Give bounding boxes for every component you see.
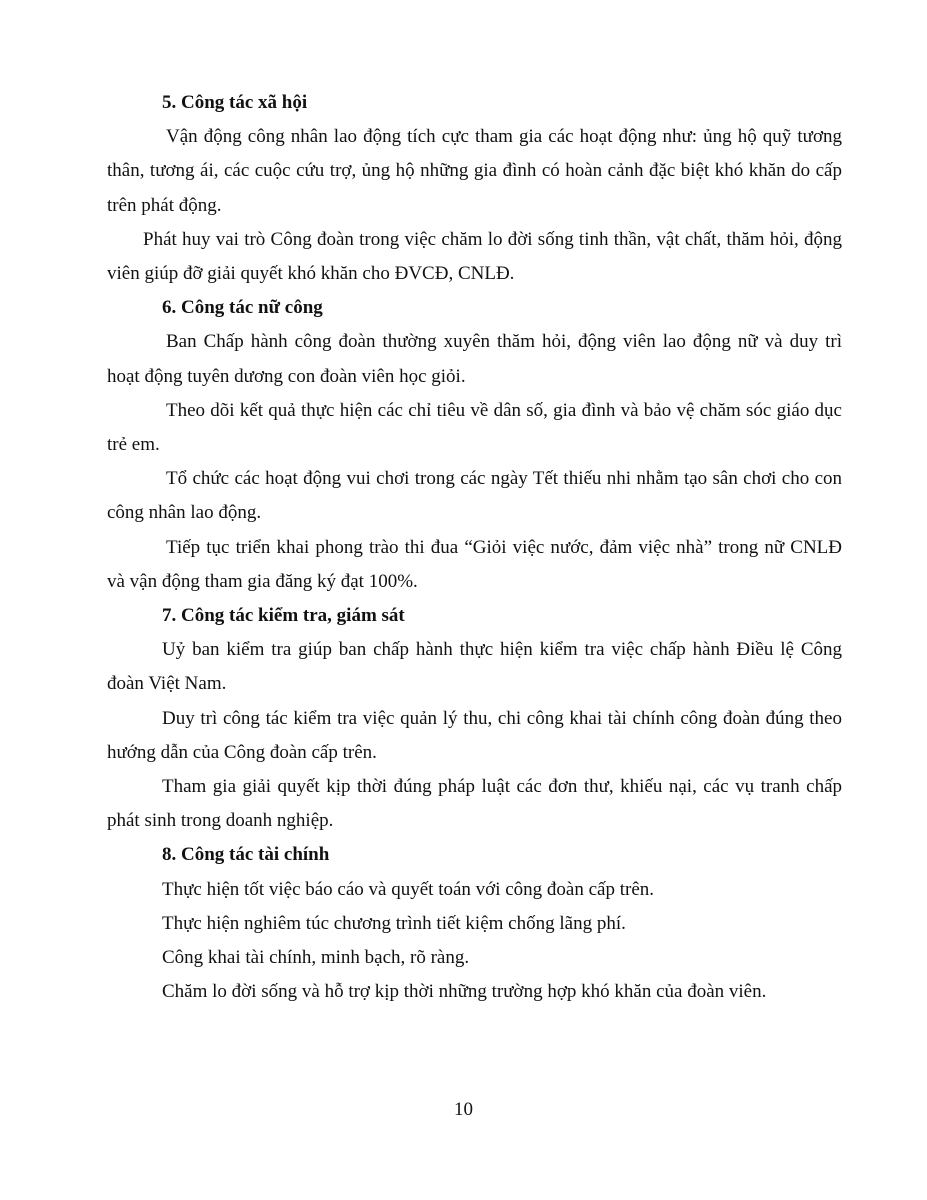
document-page — [107, 86, 842, 1009]
page-number: 10 — [454, 1099, 473, 1120]
paragraph: Tiếp tục triển khai phong trào thi đua “Giỏi việc nước, đảm việc nhà” trong nữ CNLĐ và vận động tham gia đăng ký đạt 100%. — [107, 536, 842, 592]
paragraph: Thực hiện nghiêm túc chương trình tiết kiệm chống lãng phí. — [162, 912, 626, 934]
paragraph: Uỷ ban kiểm tra giúp ban chấp hành thực hiện kiểm tra việc chấp hành Điều lệ Công đoàn Việt Nam. — [107, 639, 842, 695]
paragraph: Chăm lo đời sống và hỗ trợ kịp thời những trường hợp khó khăn của đoàn viên. — [162, 981, 767, 1003]
paragraph: Công khai tài chính, minh bạch, rõ ràng. — [162, 947, 470, 969]
section-heading-women: 6. Công tác nữ công — [162, 297, 323, 319]
paragraph: Tham gia giải quyết kịp thời đúng pháp luật các đơn thư, khiếu nại, các vụ tranh chấp phát sinh trong doanh nghiệp. — [107, 776, 842, 832]
section-heading-social: 5. Công tác xã hội — [162, 92, 308, 113]
paragraph: Ban Chấp hành công đoàn thường xuyên thăm hỏi, động viên lao động nữ và duy trì hoạt động tuyên dương con đoàn viên học giỏi. — [107, 331, 842, 387]
paragraph: Phát huy vai trò Công đoàn trong việc chăm lo đời sống tinh thần, vật chất, thăm hỏi, động viên giúp đỡ giải quyết khó khăn cho ĐVCĐ, CNLĐ. — [107, 228, 842, 285]
paragraph: Duy trì công tác kiểm tra việc quản lý thu, chi công khai tài chính công đoàn đúng theo hướng dẫn của Công đoàn cấp trên. — [107, 707, 842, 763]
paragraph: Vận động công nhân lao động tích cực tham gia các hoạt động như: ủng hộ quỹ tương thân, tương ái, các cuộc cứu trợ, ủng hộ những gia đình có hoàn cảnh đặc biệt khó khăn do cấp trên phát động. — [107, 126, 842, 216]
paragraph: Thực hiện tốt việc báo cáo và quyết toán với công đoàn cấp trên. — [162, 878, 655, 900]
paragraph: Tổ chức các hoạt động vui chơi trong các ngày Tết thiếu nhi nhằm tạo sân chơi cho con công nhân lao động. — [107, 468, 842, 524]
section-heading-finance: 8. Công tác tài chính — [162, 844, 330, 866]
paragraph: Theo dõi kết quả thực hiện các chỉ tiêu về dân số, gia đình và bảo vệ chăm sóc giáo dục trẻ em. — [107, 399, 842, 456]
section-heading-inspection: 7. Công tác kiểm tra, giám sát — [162, 605, 405, 627]
